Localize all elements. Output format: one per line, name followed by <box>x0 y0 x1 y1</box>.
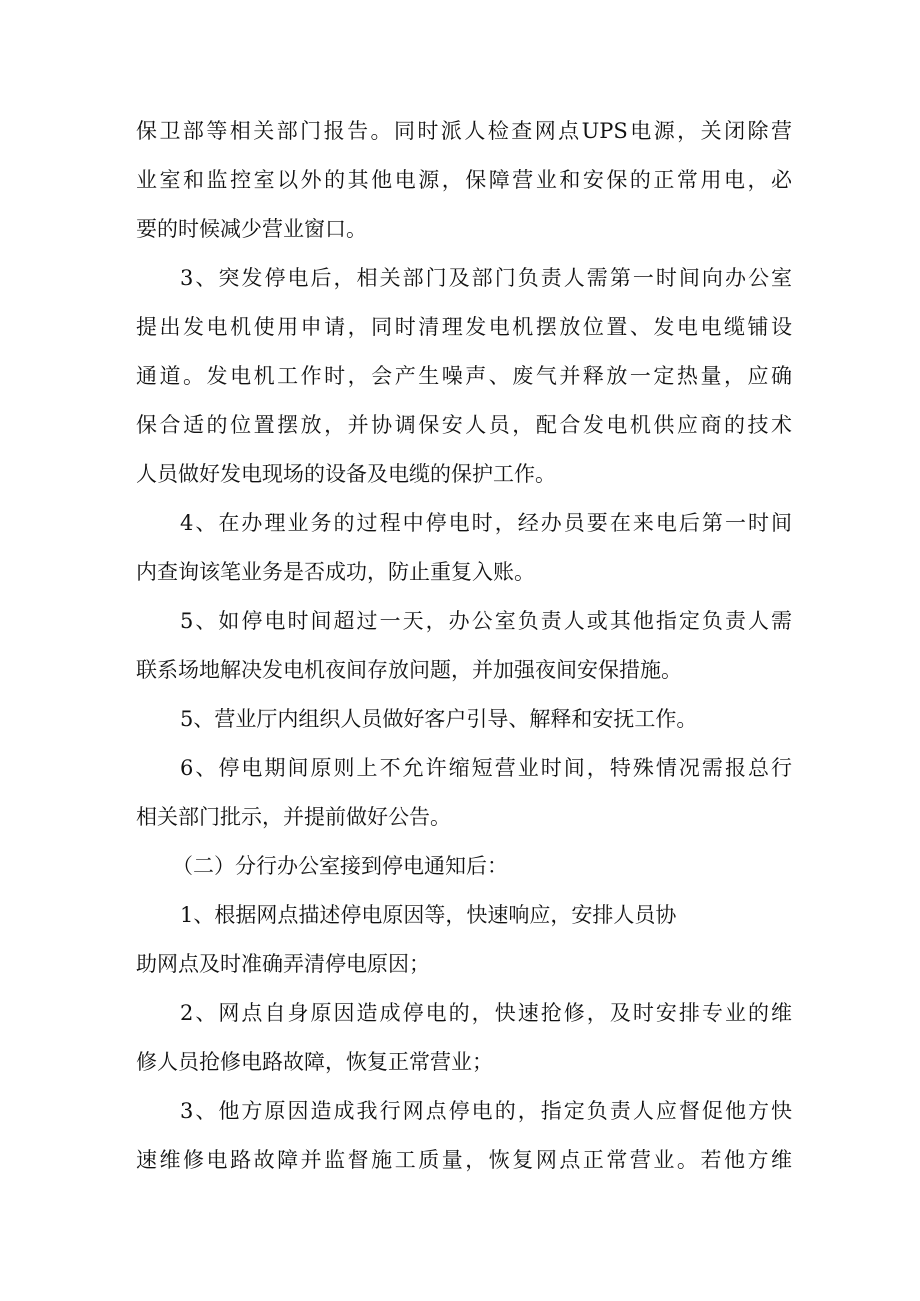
text-line: 1、根据网点描述停电原因等，快速响应，安排人员协 <box>180 903 677 927</box>
text-line: 助网点及时准确弄清停电原因； <box>136 952 430 976</box>
text-line: 要的时候减少营业窗口。 <box>136 217 367 241</box>
text-line: 2、网点自身原因造成停电的，快速抢修，及时安排专业的维 <box>180 1001 792 1025</box>
text-line: 联系场地解决发电机夜间存放问题，并加强夜间安保措施。 <box>136 658 682 682</box>
text-line: 4、在办理业务的过程中停电时，经办员要在来电后第一时间 <box>180 511 792 535</box>
text-line: 3、突发停电后，相关部门及部门负责人需第一时间向办公室 <box>180 266 792 290</box>
text-line: 修人员抢修电路故障，恢复正常营业； <box>136 1050 493 1074</box>
text-line: 提出发电机使用申请，同时清理发电机摆放位置、发电电缆铺设 <box>136 315 792 339</box>
text-line: 内查询该笔业务是否成功，防止重复入账。 <box>136 560 535 584</box>
text-line: 人员做好发电现场的设备及电缆的保护工作。 <box>136 462 556 486</box>
text-line: 速维修电路故障并监督施工质量，恢复网点正常营业。若他方维 <box>136 1148 792 1172</box>
text-line: 保卫部等相关部门报告。同时派人检查网点UPS电源，关闭除营 <box>136 119 792 143</box>
text-line: 3、他方原因造成我行网点停电的，指定负责人应督促他方快 <box>180 1099 792 1123</box>
text-line: 业室和监控室以外的其他电源，保障营业和安保的正常用电，必 <box>136 168 792 192</box>
text-line: 相关部门批示，并提前做好公告。 <box>136 805 451 829</box>
text-line: 6、停电期间原则上不允许缩短营业时间，特殊情况需报总行 <box>180 756 792 780</box>
text-line: 5、营业厅内组织人员做好客户引导、解释和安抚工作。 <box>180 707 698 731</box>
text-line: 保合适的位置摆放，并协调保安人员，配合发电机供应商的技术 <box>136 413 792 437</box>
text-line: 5、如停电时间超过一天，办公室负责人或其他指定负责人需 <box>180 609 792 633</box>
text-line: 通道。发电机工作时，会产生噪声、废气并释放一定热量，应确 <box>136 364 792 388</box>
section-heading: （二）分行办公室接到停电通知后： <box>172 854 508 878</box>
